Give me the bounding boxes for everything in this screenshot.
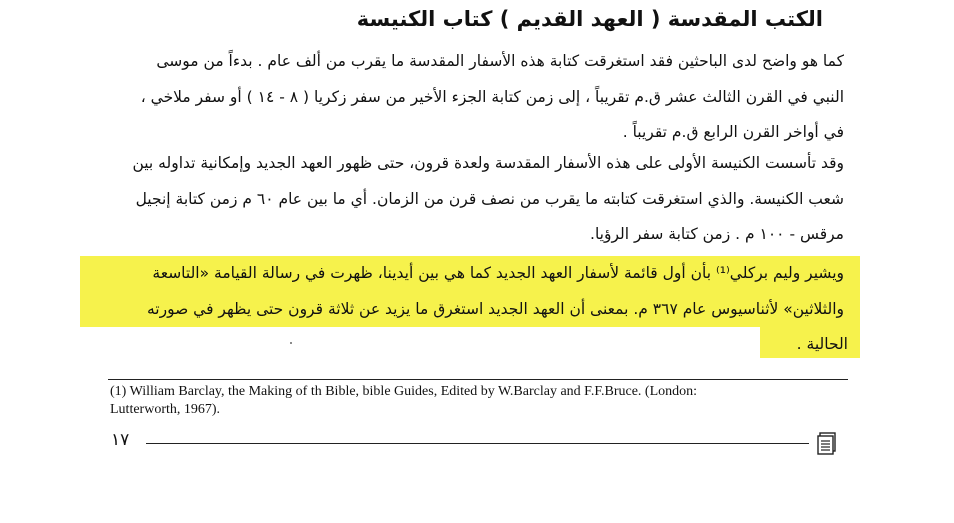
page-number-rule [146,443,809,444]
footnote-divider [108,379,848,380]
highlighted-line-3-wrap [764,327,860,363]
paragraph-2-line-3: مرقس - ١٠٠ م . زمن كتابة سفر الرؤيا. [590,225,844,243]
paragraph-2 [109,146,844,253]
scan-speck [290,342,292,344]
paragraph-1-line-2: النبي في القرن الثالث عشر ق.م تقريباً ، إلى زمن كتابة الجزء الأخير من سفر زكريا ( ٨ - ١٤ ) أو سفر ملاخي ، [140,87,844,106]
page-number: ١٧ [111,430,130,450]
page-title: الكتب المقدسة ( العهد القديم ) كتاب الكنيسة [356,7,823,31]
paragraph-2-line-1: وقد تأسست الكنيسة الأولى على هذه الأسفار المقدسة ولعدة قرون، حتى ظهور العهد الجديد وإمكانية تداوله بين [132,154,844,172]
paragraph-2-line-2: شعب الكنيسة. والذي استغرقت كتابته ما يقرب من نصف قرن من الزمان. أي ما بين عام ٦٠ م زمن كتابة إنجيل [135,189,844,208]
paragraph-1-line-3: في أواخر القرن الرابع ق.م تقريباً . [622,123,844,141]
highlighted-line-3: الحالية . [796,335,848,353]
highlighted-line-1: ويشير وليم بركلي⁽¹⁾ بأن أول قائمة لأسفار العهد الجديد كما هي بين أيدينا، ظهرت في رسالة القيامة «التاسعة [152,264,844,282]
paragraph-1-line-1: كما هو واضح لدى الباحثين فقد استغرقت كتابة هذه الأسفار المقدسة ما يقرب من ألف عام . بدءاً من موسى [156,52,844,70]
book-stack-icon [817,432,837,456]
paragraph-1 [109,44,844,151]
highlighted-line-2: والثلاثين» لأثناسيوس عام ٣٦٧ م. بمعنى أن العهد الجديد استغرق ما يزيد عن ثلاثة قرون حتى يظهر في صورته [146,299,844,318]
highlighted-paragraph [80,256,860,327]
footnote: (1) William Barclay, the Making of th Bible, bible Guides, Edited by W.Barclay and F.F.Bruce. (London: Lutterworth, 1967). [110,384,698,417]
